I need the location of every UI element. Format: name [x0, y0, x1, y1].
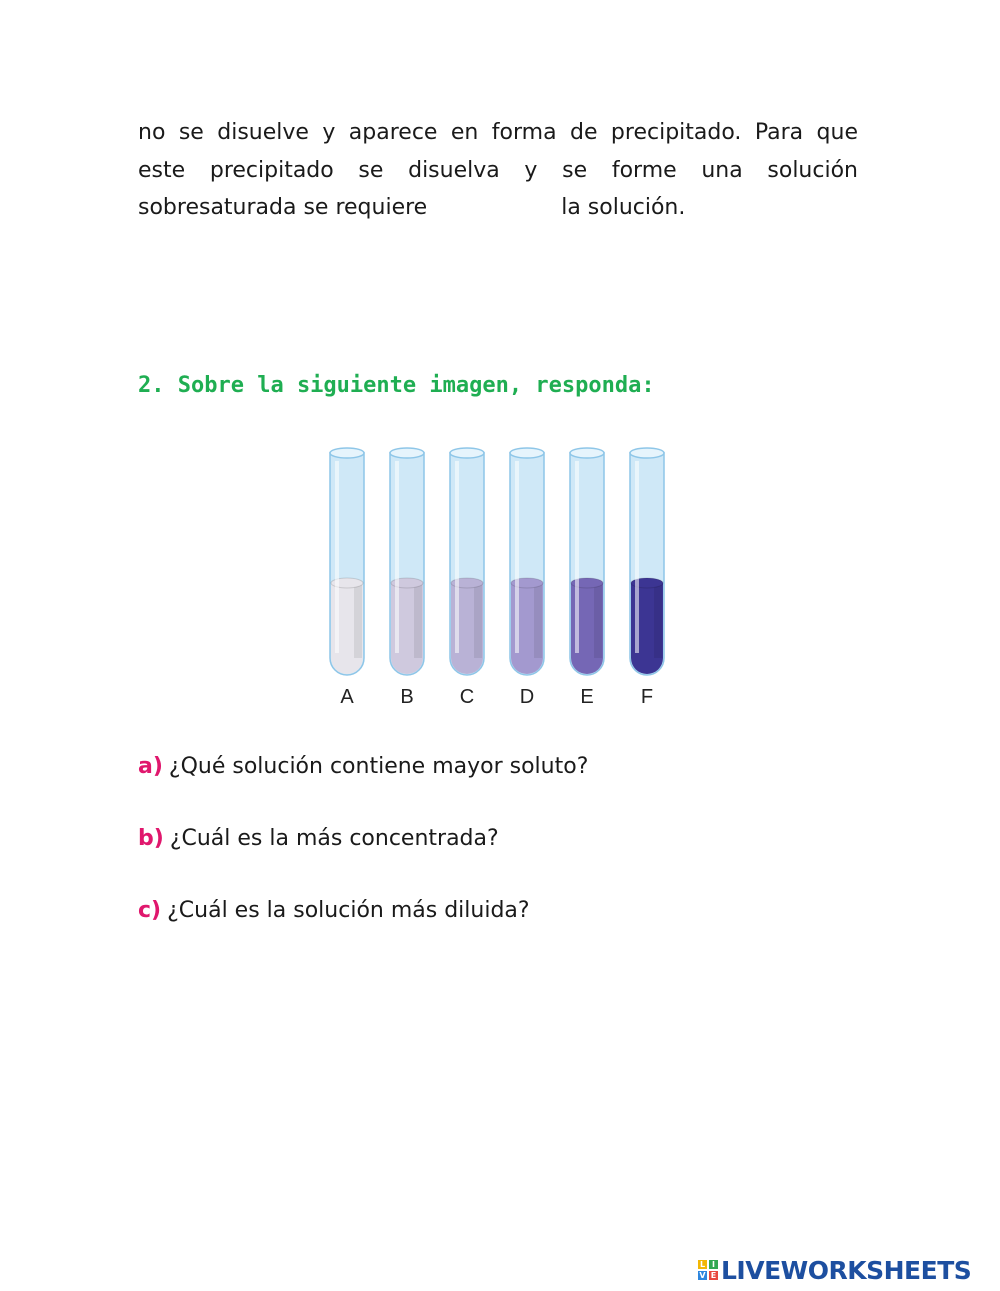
test-tubes-figure [320, 445, 680, 715]
question-c [138, 898, 677, 923]
paragraph-line-3-start: sobresaturada se requiere [138, 195, 428, 220]
answer-c-field[interactable] [537, 900, 677, 922]
tube-label-f: F [640, 686, 654, 708]
tube-label-c: C [459, 686, 475, 708]
question-c-label: c) [138, 898, 162, 923]
tube-label-a: A [340, 686, 354, 708]
answer-b-field[interactable] [506, 828, 646, 850]
test-tube-d [510, 448, 544, 708]
paragraph-line-1: no se disuelve y aparece en forma de precipitado. Para que [138, 120, 858, 145]
logo-text: LIVEWORKSHEETS [721, 1255, 972, 1285]
test-tube-f [630, 448, 664, 708]
logo-mark-icon [698, 1260, 718, 1280]
paragraph-line-3 [138, 189, 858, 227]
section-title: 2. Sobre la siguiente imagen, responda: [138, 373, 655, 398]
paragraph-line-2: este precipitado se disuelva y se forme una solución [138, 157, 858, 183]
test-tube-c [450, 448, 484, 708]
test-tube-a [330, 448, 364, 708]
answer-a-field[interactable] [595, 756, 735, 778]
logo-mark-letter: E [710, 1271, 717, 1280]
logo-mark-letter: I [709, 1260, 718, 1269]
paragraph-line-3-end: la solución. [561, 195, 686, 220]
question-a-text: ¿Qué solución contiene mayor soluto? [168, 754, 589, 779]
logo-mark-letter: V [699, 1271, 706, 1280]
paragraph-text [138, 114, 858, 227]
question-b [138, 826, 646, 851]
question-b-label: b) [138, 826, 164, 851]
question-c-text: ¿Cuál es la solución más diluida? [167, 898, 530, 923]
question-a [138, 754, 735, 779]
liveworksheets-logo [698, 1255, 971, 1285]
fill-in-blank[interactable] [434, 197, 554, 219]
test-tube-b [390, 448, 424, 708]
question-b-text: ¿Cuál es la más concentrada? [169, 826, 499, 851]
tube-label-d: D [519, 686, 535, 708]
logo-mark-letter: L [699, 1260, 706, 1269]
question-a-label: a) [138, 754, 163, 779]
test-tube-e [570, 448, 604, 708]
tube-label-e: E [580, 686, 594, 708]
tube-label-b: B [400, 686, 414, 708]
